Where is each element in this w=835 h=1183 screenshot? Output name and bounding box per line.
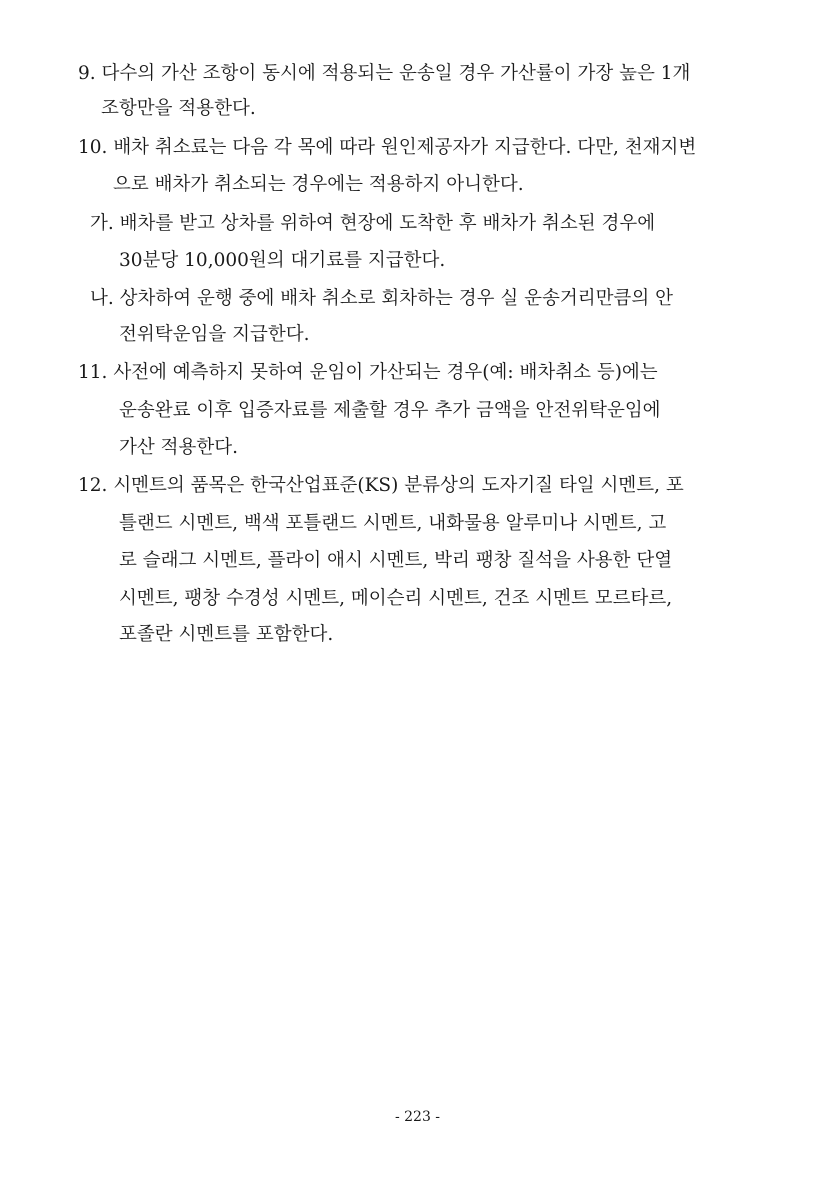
page-number: - 223 - [394, 1109, 441, 1125]
item-10-text-1: 배차 취소료는 다음 각 목에 따라 원인제공자가 지급한다. 다만, 천재지변 [113, 137, 697, 158]
item-9-marker: 9. [78, 63, 96, 84]
item-9-line-1 [78, 62, 690, 86]
item-10-text-2: 으로 배차가 취소되는 경우에는 적용하지 아니한다. [113, 174, 524, 195]
item-12-line-5 [119, 623, 333, 647]
item-12-text-2: 틀랜드 시멘트, 백색 포틀랜드 시멘트, 내화물용 알루미나 시멘트, 고 [119, 513, 667, 534]
subitem-ga-marker: 가. [90, 213, 114, 234]
subitem-na-line-1 [90, 287, 673, 311]
item-10-line-2 [113, 173, 524, 197]
item-12-text-4: 시멘트, 팽창 수경성 시멘트, 메이슨리 시멘트, 건조 시멘트 모르타르, [119, 588, 673, 609]
item-11-line-1 [78, 361, 658, 385]
item-9-text-2: 조항만을 적용한다. [101, 98, 256, 119]
subitem-na-text-1: 상차하여 운행 중에 배차 취소로 회차하는 경우 실 운송거리만큼의 안 [119, 288, 673, 309]
item-12-line-3 [119, 549, 672, 573]
item-11-line-3 [119, 436, 238, 460]
subitem-ga-text-1: 배차를 받고 상차를 위하여 현장에 도착한 후 배차가 취소된 경우에 [119, 213, 656, 234]
item-10-line-1 [78, 136, 696, 160]
item-12-text-5: 포졸란 시멘트를 포함한다. [119, 624, 334, 645]
item-12-line-4 [119, 587, 672, 611]
item-11-marker: 11. [78, 362, 108, 383]
item-12-text-3: 로 슬래그 시멘트, 플라이 애시 시멘트, 박리 팽창 질석을 사용한 단열 [119, 550, 673, 571]
item-11-text-1: 사전에 예측하지 못하여 운임이 가산되는 경우(예: 배차취소 등)에는 [113, 362, 658, 383]
subitem-ga-text-2: 30분당 10,000원의 대기료를 지급한다. [119, 250, 446, 271]
item-9-line-2 [101, 97, 256, 121]
item-10-marker: 10. [78, 137, 108, 158]
item-11-line-2 [119, 399, 661, 423]
item-12-line-1 [78, 474, 684, 498]
item-9-text-1: 다수의 가산 조항이 동시에 적용되는 운송일 경우 가산률이 가장 높은 1개 [101, 63, 691, 84]
item-12-text-1: 시멘트의 품목은 한국산업표준(KS) 분류상의 도자기질 타일 시멘트, 포 [113, 475, 684, 496]
item-12-marker: 12. [78, 475, 108, 496]
subitem-na-line-2 [119, 323, 309, 347]
subitem-na-text-2: 전위탁운임을 지급한다. [119, 324, 310, 345]
subitem-na-marker: 나. [90, 288, 114, 309]
item-11-text-3: 가산 적용한다. [119, 437, 238, 458]
subitem-ga-line-2 [119, 249, 445, 273]
item-12-line-2 [119, 512, 666, 536]
item-11-text-2: 운송완료 이후 입증자료를 제출할 경우 추가 금액을 안전위탁운임에 [119, 400, 661, 421]
subitem-ga-line-1 [90, 212, 655, 236]
